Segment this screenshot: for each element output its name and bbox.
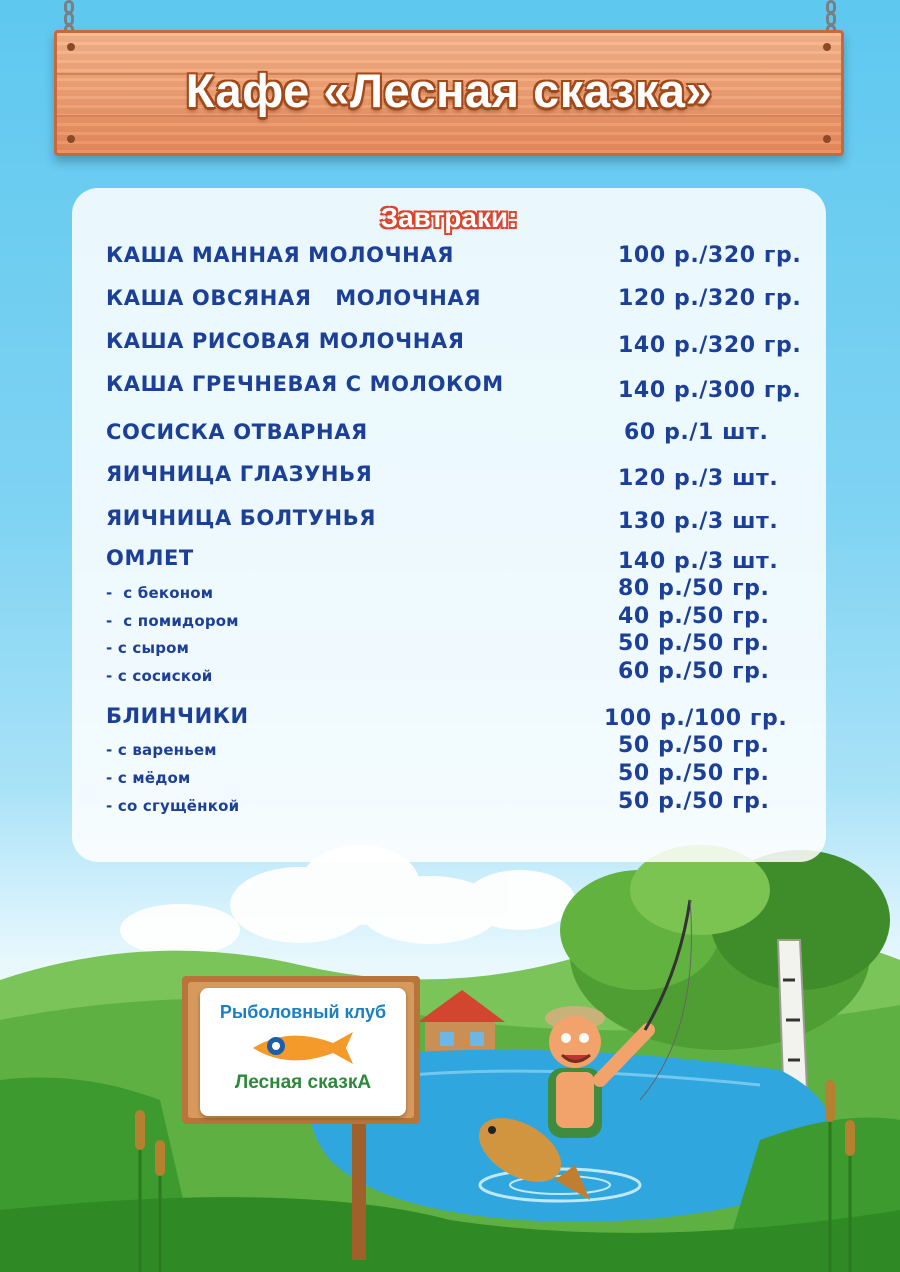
item-name: - с мёдом [106, 769, 191, 787]
item-price: 100 р./320 гр. [618, 243, 802, 268]
item-price: 140 р./320 гр. [618, 333, 802, 358]
item-price: 50 р./50 гр. [618, 789, 770, 814]
item-price: 80 р./50 гр. [618, 576, 770, 601]
item-price: 40 р./50 гр. [618, 604, 770, 629]
item-name: СОСИСКА ОТВАРНАЯ [106, 420, 368, 444]
item-name: - с помидором [106, 612, 239, 630]
item-price: 120 р./3 шт. [618, 466, 779, 491]
item-price: 140 р./300 гр. [618, 378, 802, 403]
item-price: 120 р./320 гр. [618, 286, 802, 311]
item-price: 50 р./50 гр. [618, 761, 770, 786]
item-name: КАША ГРЕЧНЕВАЯ С МОЛОКОМ [106, 372, 504, 396]
item-name: ОМЛЕТ [106, 546, 194, 570]
cafe-title: Кафе «Лесная сказка» [185, 64, 713, 117]
menu-item [72, 506, 826, 536]
club-sign-line1: Рыболовный клуб [219, 1002, 387, 1022]
item-name: ЯИЧНИЦА БОЛТУНЬЯ [106, 506, 377, 530]
menu-item [72, 372, 826, 402]
menu-subitem [72, 789, 826, 827]
item-name: БЛИНЧИКИ [106, 704, 249, 728]
item-name: КАША РИСОВАЯ МОЛОЧНАЯ [106, 329, 465, 353]
item-price: 60 р./50 гр. [618, 659, 770, 684]
item-name: КАША ОВСЯНАЯ МОЛОЧНАЯ [106, 286, 482, 310]
item-name: - с сыром [106, 639, 190, 657]
menu-item [72, 462, 826, 492]
menu-item [72, 286, 826, 316]
club-sign-line2: Лесная сказкА [234, 1072, 372, 1093]
menu-item [72, 546, 826, 576]
menu-item [72, 420, 826, 450]
item-price: 60 р./1 шт. [624, 420, 769, 445]
item-price: 140 р./3 шт. [618, 549, 779, 574]
item-name: - с беконом [106, 584, 214, 602]
menu-item [72, 329, 826, 359]
item-name: - со сгущёнкой [106, 797, 240, 815]
item-price: 50 р./50 гр. [618, 631, 770, 656]
title-sign [54, 30, 844, 156]
menu-item [72, 243, 826, 273]
item-name: КАША МАННАЯ МОЛОЧНАЯ [106, 243, 454, 267]
menu-item [72, 704, 826, 734]
item-name: - с сосиской [106, 667, 213, 685]
item-price: 100 р./100 гр. [604, 706, 788, 731]
menu-subitem [72, 659, 826, 697]
item-name: ЯИЧНИЦА ГЛАЗУНЬЯ [106, 462, 373, 486]
item-price: 50 р./50 гр. [618, 733, 770, 758]
item-name: - с вареньем [106, 741, 217, 759]
section-title: Завтраки: [380, 202, 518, 233]
fish-logo-icon [248, 1028, 358, 1068]
item-price: 130 р./3 шт. [618, 509, 779, 534]
breakfast-menu [72, 188, 826, 862]
fishing-club-sign [200, 988, 406, 1116]
